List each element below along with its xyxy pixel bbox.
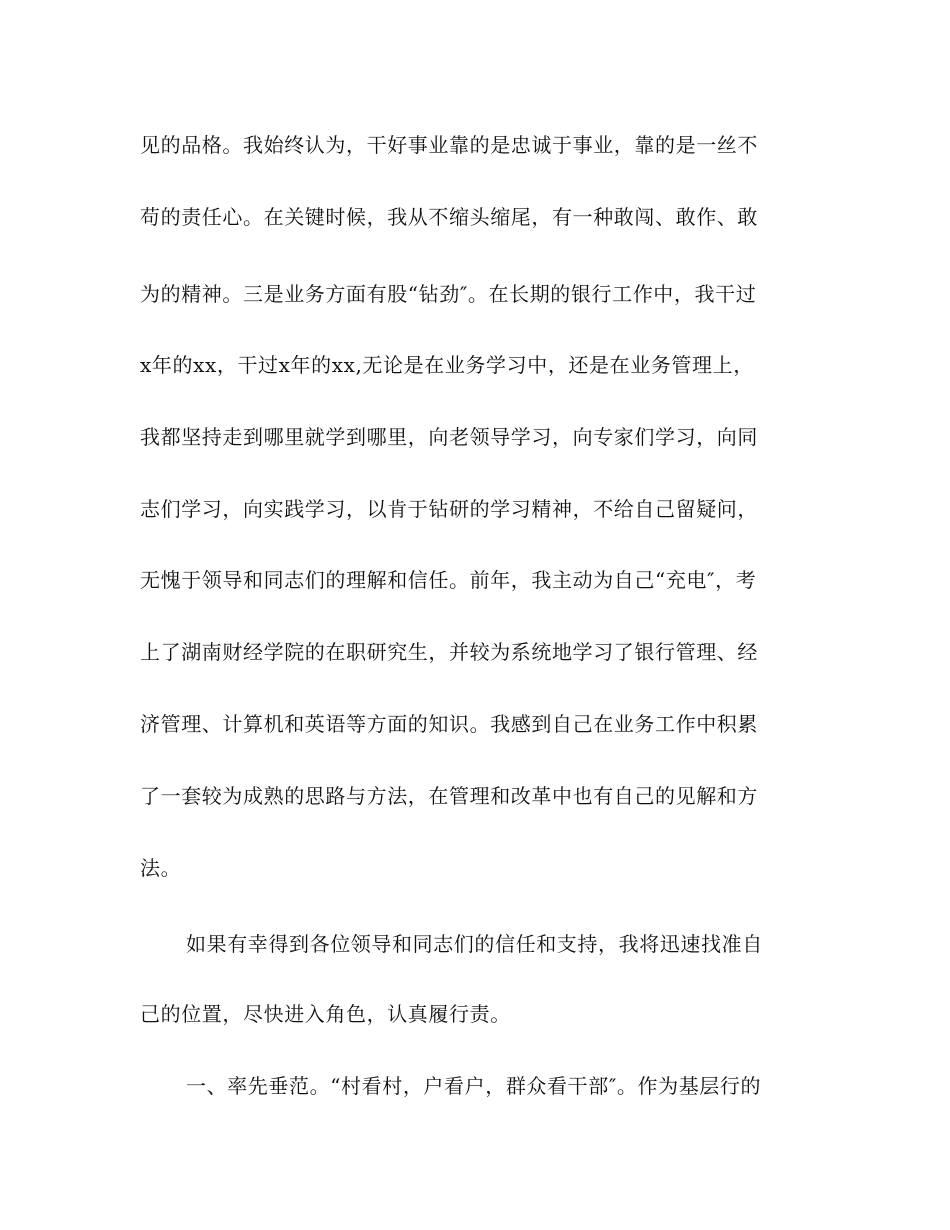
- paragraph-line: 己的位置，尽快进入角色，认真履行责。: [140, 1002, 511, 1026]
- paragraph-line: 法。: [140, 856, 182, 880]
- paragraph-line: 一、率先垂范。“村看村，户看户，群众看干部″。作为基层行的: [186, 1074, 762, 1098]
- paragraph-line: 济管理、计算机和英语等方面的知识。我感到自己在业务工作中积累: [140, 712, 758, 736]
- paragraph-line: 为的精神。三是业务方面有股“钻劲″。在长期的银行工作中，我干过: [140, 282, 757, 306]
- paragraph-line: x年的xx，干过x年的xx,无论是在业务学习中，还是在业务管理上，: [140, 353, 754, 377]
- paragraph-line: 志们学习，向实践学习，以肯于钻研的学习精神，不给自己留疑问，: [140, 497, 758, 521]
- paragraph-line: 苟的责任心。在关键时候，我从不缩头缩尾，有一种敢闯、敢作、敢: [140, 205, 758, 229]
- paragraph-line: 我都坚持走到哪里就学到哪里，向老领导学习，向专家们学习，向同: [140, 425, 758, 449]
- paragraph-line: 无愧于领导和同志们的理解和信任。前年，我主动为自己“充电″，考: [140, 568, 757, 592]
- paragraph-line: 如果有幸得到各位领导和同志们的信任和支持，我将迅速找准自: [186, 932, 763, 956]
- paragraph-line: 见的品格。我始终认为，干好事业靠的是忠诚于事业，靠的是一丝不: [140, 133, 758, 157]
- paragraph-line: 上了湖南财经学院的在职研究生，并较为系统地学习了银行管理、经: [140, 640, 758, 664]
- paragraph-line: 了一套较为成熟的思路与方法，在管理和改革中也有自己的见解和方: [140, 784, 758, 808]
